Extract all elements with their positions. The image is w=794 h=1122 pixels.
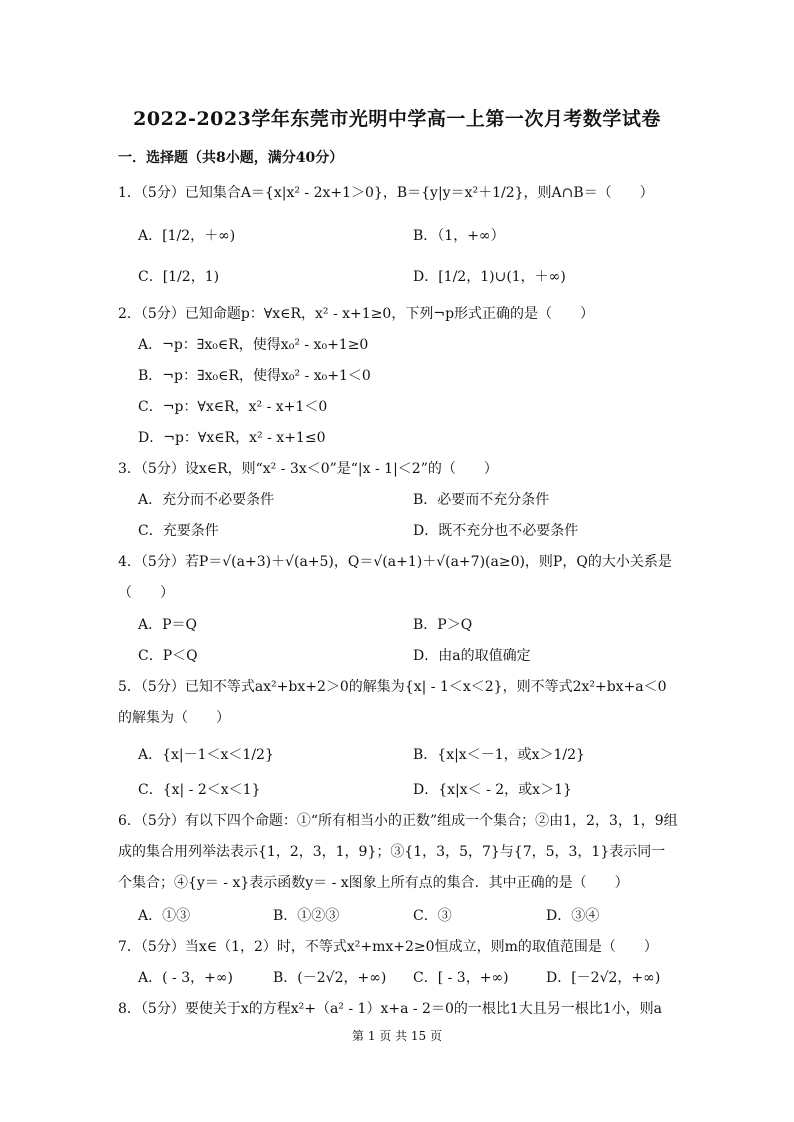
question-4-option-c: C．P＜Q xyxy=(138,648,198,664)
question-5-option-a: A．{x|－1＜x＜1/2} xyxy=(138,747,274,763)
question-3-option-c: C．充要条件 xyxy=(138,523,219,539)
question-5-stem: 5．（5分）已知不等式ax²+bx+2＞0的解集为{x| - 1＜x＜2}，则不等式2x²+bx+a＜0的解集为（ ） xyxy=(118,679,667,726)
question-1-option-a: A．[1/2，＋∞) xyxy=(138,228,236,244)
question-1-option-d: D．[1/2，1)∪(1，＋∞) xyxy=(413,269,566,285)
question-4-option-b: B．P＞Q xyxy=(413,617,473,633)
question-2-option-a: A．¬p：∃x₀∈R，使得x₀² - x₀+1≥0 xyxy=(138,337,369,353)
question-3-option-d: D．既不充分也不必要条件 xyxy=(413,523,579,539)
question-1-option-b: B．（1，+∞） xyxy=(413,228,505,244)
question-3-option-a: A．充分而不必要条件 xyxy=(138,492,275,508)
question-2-option-b: B．¬p：∃x₀∈R，使得x₀² - x₀+1＜0 xyxy=(138,368,371,384)
question-6-option-d: D．③④ xyxy=(546,908,600,924)
page-title: 2022-2023学年东莞市光明中学高一上第一次月考数学试卷 xyxy=(133,108,661,130)
question-2-option-c: C．¬p：∀x∈R，x² - x+1＜0 xyxy=(138,399,328,415)
question-4-stem: 4．（5分）若P＝√(a+3)＋√(a+5)，Q＝√(a+1)＋√(a+7)(a≥0)，则P，Q的大小关系是（ ） xyxy=(118,554,672,601)
question-3-stem: 3．（5分）设x∈R，则“x² - 3x＜0”是“|x - 1|＜2”的（ ） xyxy=(118,461,498,477)
question-7-option-d: D．[－2√2，+∞) xyxy=(546,970,661,986)
question-3-option-b: B．必要而不充分条件 xyxy=(413,492,550,508)
question-2-option-d: D．¬p：∀x∈R，x² - x+1≤0 xyxy=(138,430,326,446)
question-6-option-c: C．③ xyxy=(413,908,452,924)
question-4-option-d: D．由a的取值确定 xyxy=(413,648,531,664)
question-6-stem: 6．（5分）有以下四个命题：①“所有相当小的正数”组成一个集合；②由1，2，3，1，9组成的集合用列举法表示{1，2，3，1，9}；③{1，3，5，7}与{7，5，3，1}表示同一个集合；④{y＝ - x}表示函数y＝ - x图象上所有点的集合．其中正确的是（ ） xyxy=(118,813,678,891)
question-5-option-b: B．{x|x＜－1，或x＞1/2} xyxy=(413,747,585,763)
question-1-option-c: C．[1/2，1) xyxy=(138,269,220,285)
question-2-stem: 2．（5分）已知命题p：∀x∈R，x² - x+1≥0，下列¬p形式正确的是（ ） xyxy=(118,306,595,322)
question-7-option-b: B．(－2√2，+∞) xyxy=(273,970,387,986)
question-5-option-c: C．{x| - 2＜x＜1} xyxy=(138,782,261,798)
question-6-option-a: A．①③ xyxy=(138,908,191,924)
question-6-option-b: B．①②③ xyxy=(273,908,340,924)
question-5-option-d: D．{x|x＜ - 2，或x＞1} xyxy=(413,782,572,798)
question-7-stem: 7．（5分）当x∈（1，2）时，不等式x²+mx+2≥0恒成立，则m的取值范围是（ ） xyxy=(118,939,658,955)
question-4-option-a: A．P＝Q xyxy=(138,617,198,633)
question-1-stem: 1．（5分）已知集合A＝{x|x² - 2x+1＞0}，B＝{y|y＝x²＋1/2}，则A∩B＝（ ） xyxy=(118,185,654,201)
question-7-option-c: C．[ - 3，+∞) xyxy=(413,970,509,986)
page-footer: 第 1 页 共 15 页 xyxy=(352,1029,442,1043)
question-8-stem: 8．（5分）要使关于x的方程x²+（a² - 1）x+a - 2＝0的一根比1大且另一根比1小，则a xyxy=(118,1001,663,1017)
question-7-option-a: A．( - 3，+∞) xyxy=(138,970,233,986)
section-heading: 一．选择题（共8小题，满分40分） xyxy=(118,150,344,166)
